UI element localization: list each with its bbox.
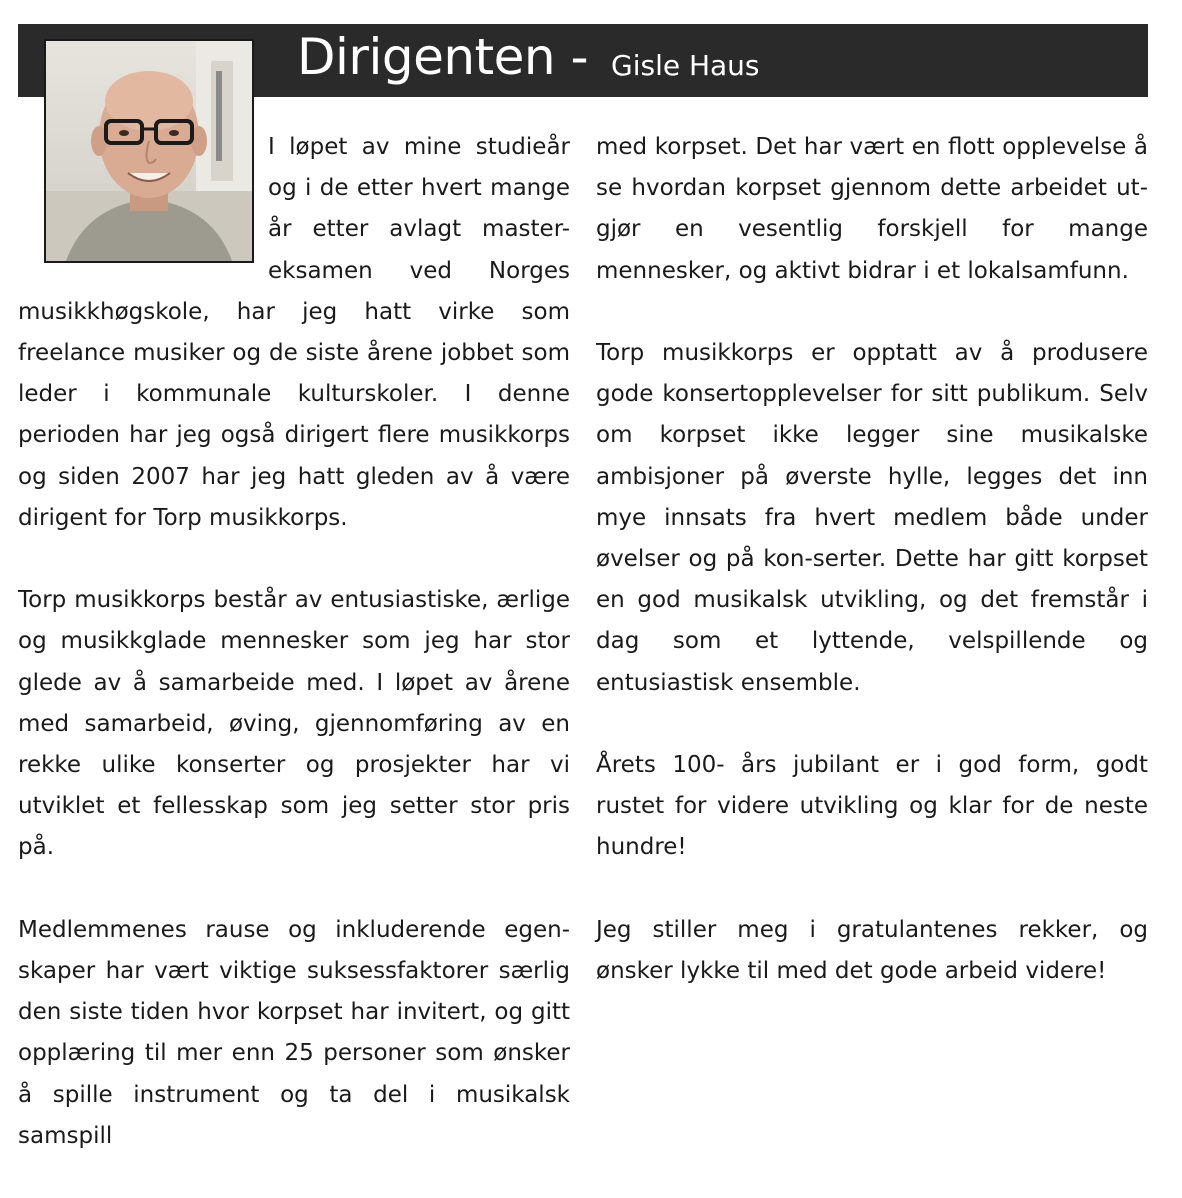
body-paragraph: Medlemmenes rause og inkluderende egen-skaper har vært viktige suksessfaktorer særlig den siste tiden hvor korpset har invitert, og gitt opplæring til mer enn 25 personer som ønsker å spille instrument og ta del i musikalsk samspill bbox=[18, 916, 570, 1149]
photo-text-wrap-spacer bbox=[18, 127, 268, 291]
body-paragraph: Jeg stiller meg i gratulantenes rekker, og ønsker lykke til med det gode arbeid videre! bbox=[596, 916, 1148, 985]
body-paragraph: Torp musikkorps består av entusiastiske, ærlige og musikkglade mennesker som jeg har stor glede av å samarbeide med. I løpet av årene med samarbeid, øving, gjennomføring av en rekke ulike konserter og prosjekter har vi utviklet et fellesskap som jeg setter stor pris på. bbox=[18, 587, 570, 861]
body-paragraph: Årets 100- års jubilant er i god form, godt rustet for videre utvikling og klar for de neste hundre! bbox=[596, 752, 1148, 861]
body-paragraph: Torp musikkorps er opptatt av å produsere gode konsertopplevelser for sitt publikum. Selv om korpset ikke legger sine musikalske ambisjoner på øverste hylle, legges det inn mye innsats fra hvert medlem både under øvelser og på kon-serter. Dette har gitt korpset en god musikalsk utvikling, og det fremstår i dag som et lyttende, velspillende og entusiastisk ensemble. bbox=[596, 340, 1148, 696]
right-text-column bbox=[596, 127, 1148, 1033]
left-text-column bbox=[18, 127, 570, 1198]
body-paragraph: med korpset. Det har vært en flott opplevelse å se hvordan korpset gjennom dette arbeidet ut-gjør en vesentlig forskjell for mange mennesker, og aktivt bidrar i et lokalsamfunn. bbox=[596, 134, 1148, 284]
conductor-name: Gisle Haus bbox=[611, 49, 760, 82]
body-paragraph: I løpet av mine studieår og i de etter hvert mange år etter avlagt master-eksamen ved Norges musikkhøgskole, har jeg hatt virke som freelance musiker og de siste årene jobbet som leder i kommunale kulturskoler. I denne perioden har jeg også dirigert flere musikkorps og siden 2007 har jeg hatt gleden av å være dirigent for Torp musikkorps. bbox=[18, 134, 570, 531]
page-title: Dirigenten - bbox=[297, 28, 589, 86]
